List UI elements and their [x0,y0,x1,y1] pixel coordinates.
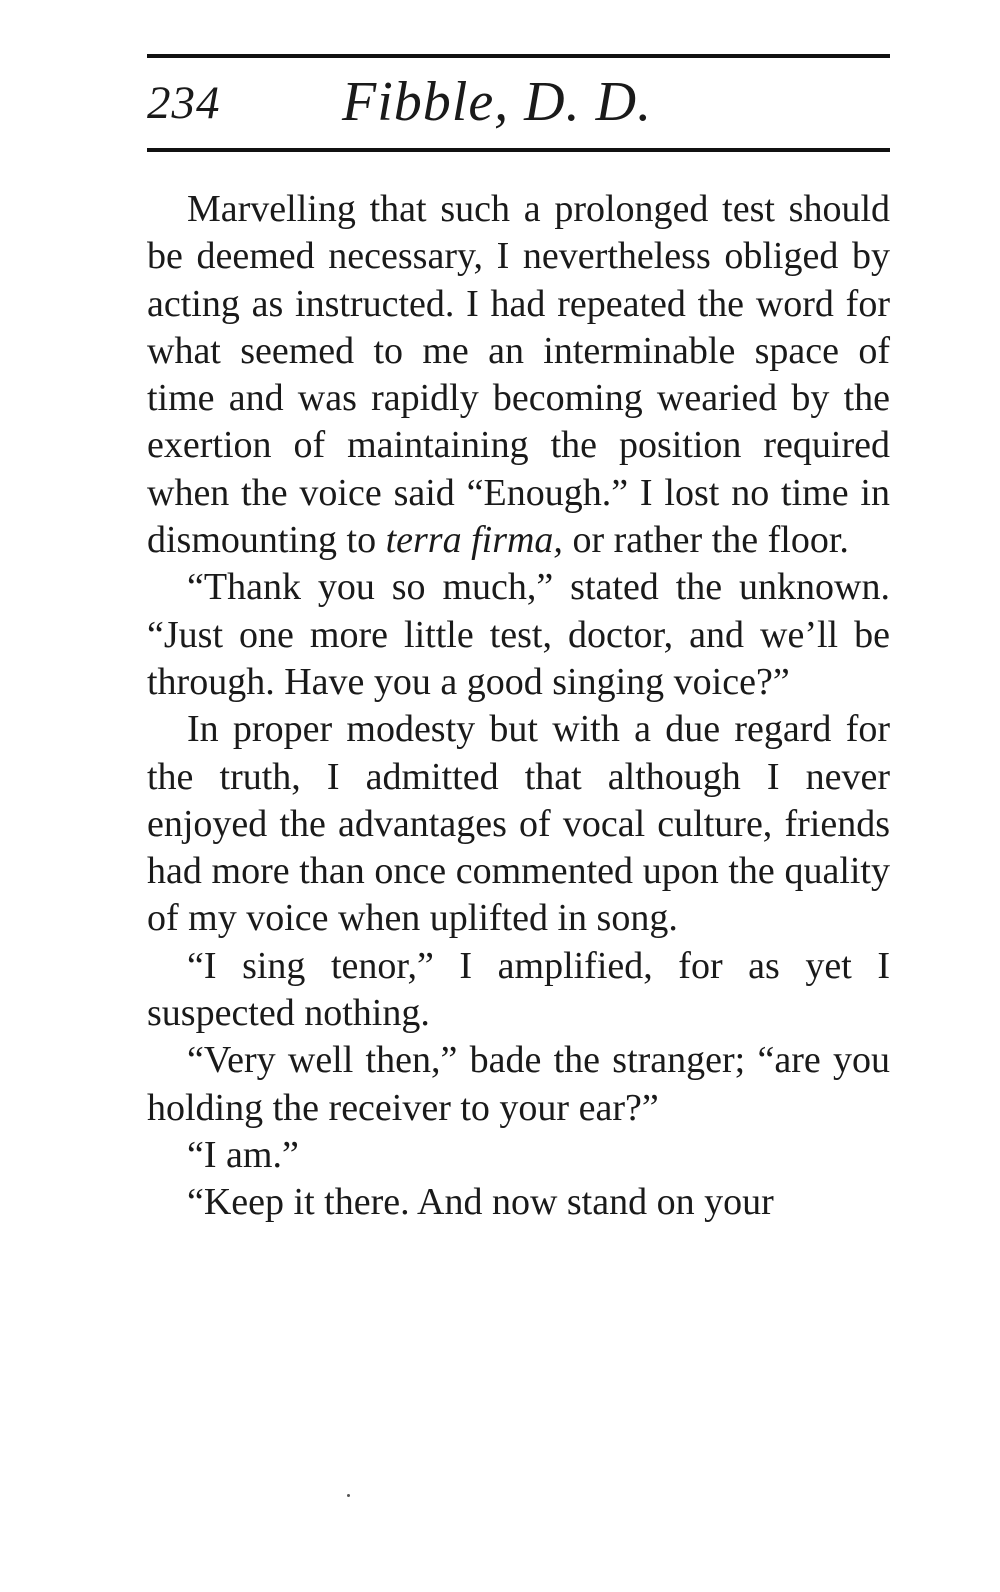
print-speck [347,1494,350,1497]
header-bottom-rule [147,148,890,152]
paragraph-1-italic-phrase: terra firma, [385,519,563,562]
paragraph-3: In proper modesty but with a due regard for the truth, I admitted that although I never enjoyed the advantages of vocal culture, friends had more than once commented upon the quality of my voice when uplifted in song. [147,708,890,940]
page-number: 234 [147,77,221,129]
paragraph-1-text-start: Marvelling that such a prolonged test should be deemed necessary, I nevertheless obliged by acting as instructed. I had repeated the word for what seemed to me an interminable space of time and was rapidly becoming wearied by the exertion of maintaining the position required when the voice said “Enough.” I lost no time in dismounting to [147,188,890,562]
paragraph-1 [147,186,890,564]
paragraph-1-text-end: or rather the floor. [562,519,849,562]
paragraph-4: “I sing tenor,” I amplified, for as yet I suspected nothing. [147,944,890,1035]
paragraph-7: “Keep it there. And now stand on your [187,1181,774,1224]
running-title: Fibble, D. D. [342,71,653,133]
paragraph-2: “Thank you so much,” stated the unknown. “Just one more little test, doctor, and we’ll be through. Have you a good singing voice?” [147,566,890,703]
paragraph-6: “I am.” [187,1133,299,1176]
paragraph-5: “Very well then,” bade the stranger; “are you holding the receiver to your ear?” [147,1039,890,1129]
body-text [147,186,890,1227]
page-header [147,70,890,140]
header-top-rule [147,54,890,58]
